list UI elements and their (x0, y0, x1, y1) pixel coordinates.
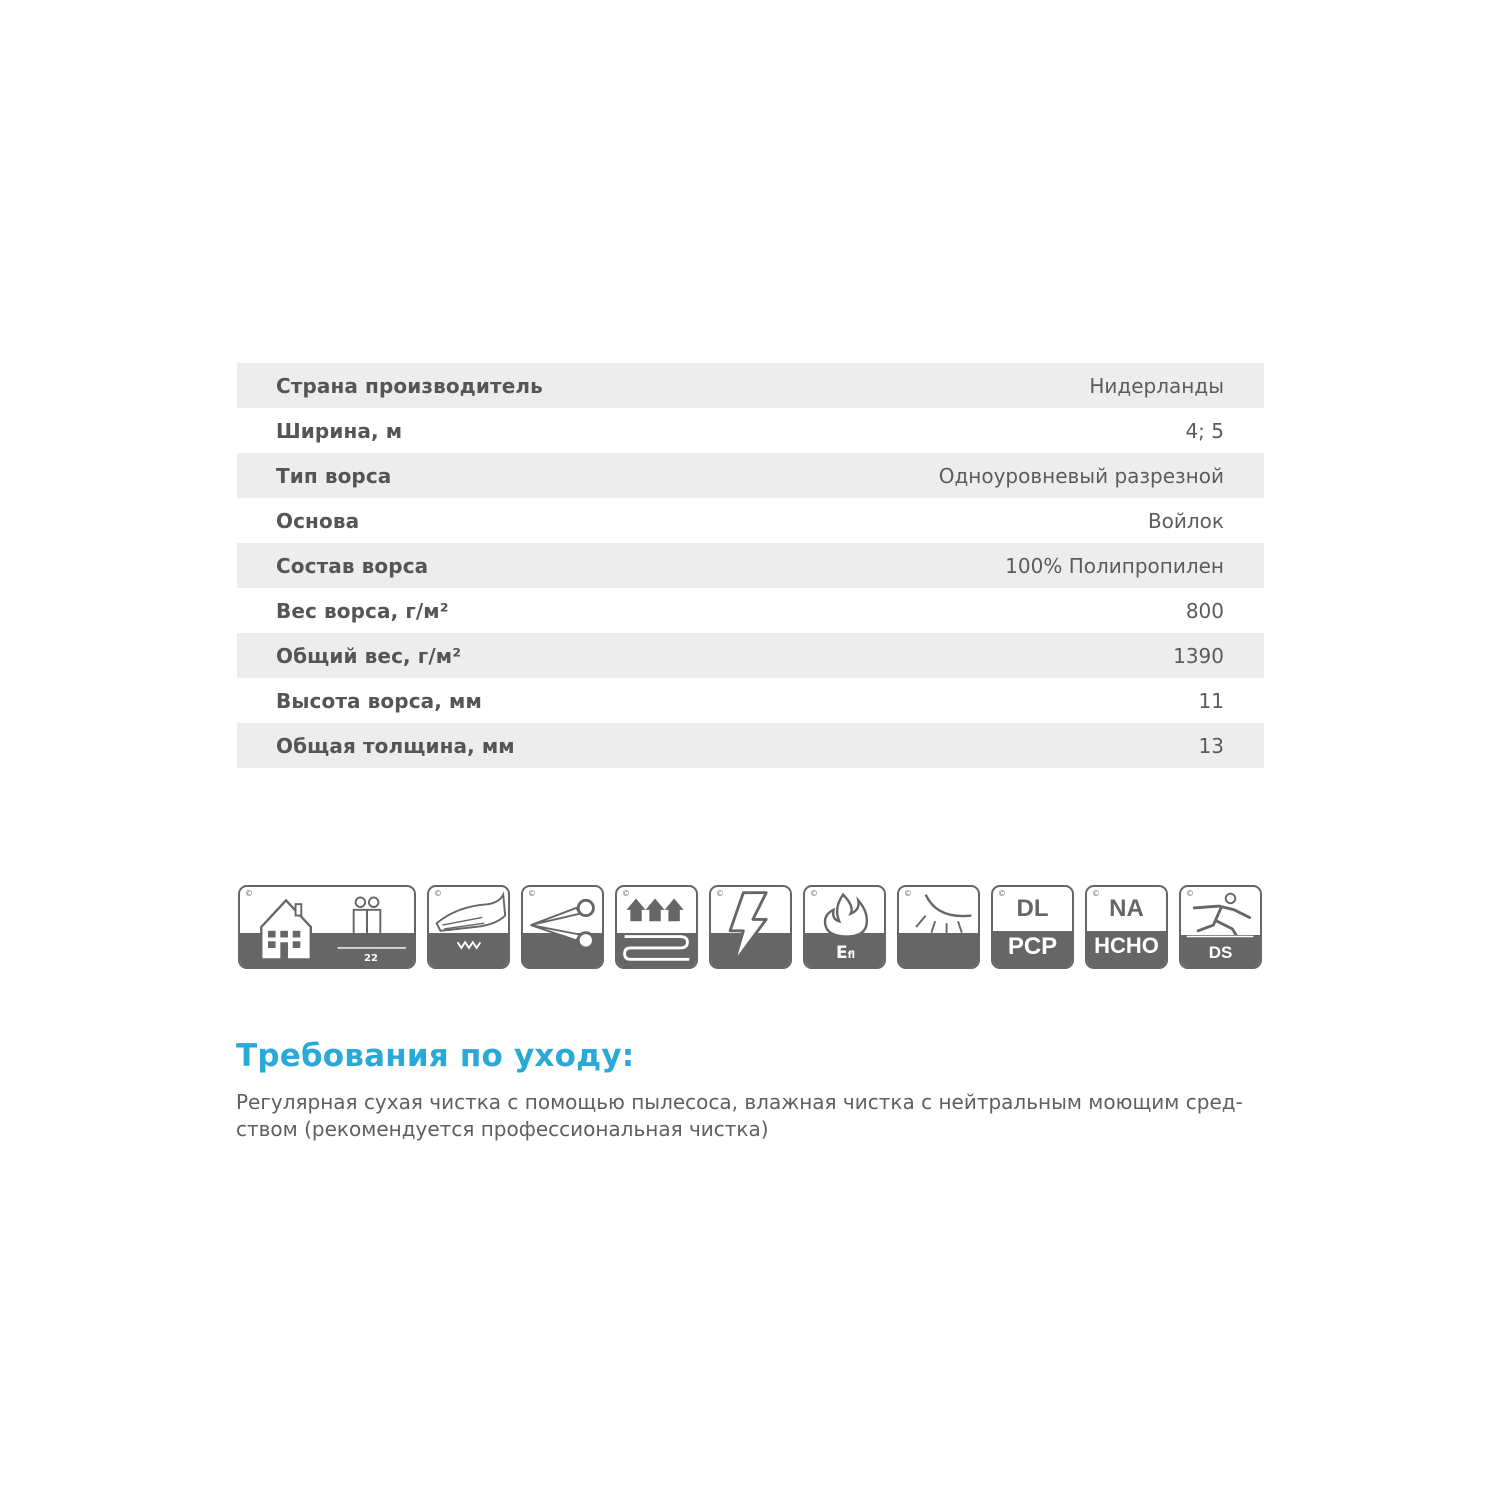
copyright-mark: © (434, 889, 442, 898)
spec-value: Одноуровневый разрезной (938, 463, 1224, 488)
copyright-mark: © (716, 889, 724, 898)
dl-label: DL (1016, 895, 1049, 922)
na-hcho-icon (1085, 885, 1168, 969)
pcp-label: PCP (1007, 933, 1058, 960)
spec-label: Общая толщина, мм (276, 733, 515, 758)
spec-value: 4; 5 (1185, 418, 1224, 443)
spec-row-pile-height (237, 678, 1264, 723)
spec-value: Нидерланды (1089, 373, 1224, 398)
copyright-mark: © (810, 889, 818, 898)
dl-pcp-icon (991, 885, 1074, 969)
care-text (236, 1089, 1266, 1143)
antistatic-icon (709, 885, 792, 969)
spec-row-country (237, 363, 1264, 408)
spec-label: Ширина, м (276, 418, 403, 443)
spec-value: Войлок (1147, 508, 1224, 533)
spec-label: Основа (276, 508, 360, 533)
spec-label: Страна производитель (276, 373, 543, 398)
heat-arrows-icon (617, 887, 696, 967)
copyright-mark: © (622, 889, 630, 898)
hcho-label: HCHO (1094, 933, 1159, 958)
spec-value: 1390 (1173, 643, 1224, 668)
spec-value: 100% Полипропилен (1005, 553, 1224, 578)
spec-label: Высота ворса, мм (276, 688, 482, 713)
fire-class-icon (803, 885, 886, 969)
usage-class-number: 22 (364, 953, 378, 964)
spec-value: 800 (1185, 598, 1224, 623)
care-text-line-2: ством (рекомендуется профессиональная чистка) (236, 1117, 769, 1141)
spec-row-pile-weight (237, 588, 1264, 633)
copyright-mark: © (1186, 889, 1194, 898)
house-and-people-icon (240, 887, 414, 967)
ds-label: DS (1208, 943, 1233, 962)
sun-icon (899, 887, 978, 967)
hand-icon (429, 887, 508, 967)
softness-icon (427, 885, 510, 969)
copyright-mark: © (245, 889, 253, 898)
residential-use-icon (238, 885, 416, 969)
cutting-icon (521, 885, 604, 969)
spec-label: Состав ворса (276, 553, 429, 578)
scissors-icon (523, 887, 602, 967)
slip-resistance-icon (1179, 885, 1262, 969)
spec-table (237, 363, 1264, 768)
care-title: Требования по уходу: (236, 1038, 635, 1074)
copyright-mark: © (528, 889, 536, 898)
copyright-mark: © (998, 889, 1006, 898)
na-label: NA (1109, 895, 1144, 922)
underfloor-heating-icon (615, 885, 698, 969)
fire-class-sub: fl (847, 950, 856, 961)
fire-class-label (836, 943, 855, 963)
spec-row-pile-composition (237, 543, 1264, 588)
light-fastness-icon (897, 885, 980, 969)
copyright-mark: © (1092, 889, 1100, 898)
spec-label: Общий вес, г/м² (276, 643, 462, 668)
spec-row-width (237, 408, 1264, 453)
fire-class-main: E (836, 943, 848, 963)
spec-value: 13 (1198, 733, 1224, 758)
spec-row-total-thickness (237, 723, 1264, 768)
care-text-line-1: Регулярная сухая чистка с помощью пылесоса, влажная чистка с нейтральным моющим сред- (236, 1090, 1243, 1114)
spec-row-pile-type (237, 453, 1264, 498)
spec-label: Тип ворса (276, 463, 392, 488)
spec-value: 11 (1198, 688, 1224, 713)
lightning-icon (711, 887, 790, 967)
spec-row-backing (237, 498, 1264, 543)
spec-row-total-weight (237, 633, 1264, 678)
copyright-mark: © (904, 889, 912, 898)
spec-label: Вес ворса, г/м² (276, 598, 449, 623)
